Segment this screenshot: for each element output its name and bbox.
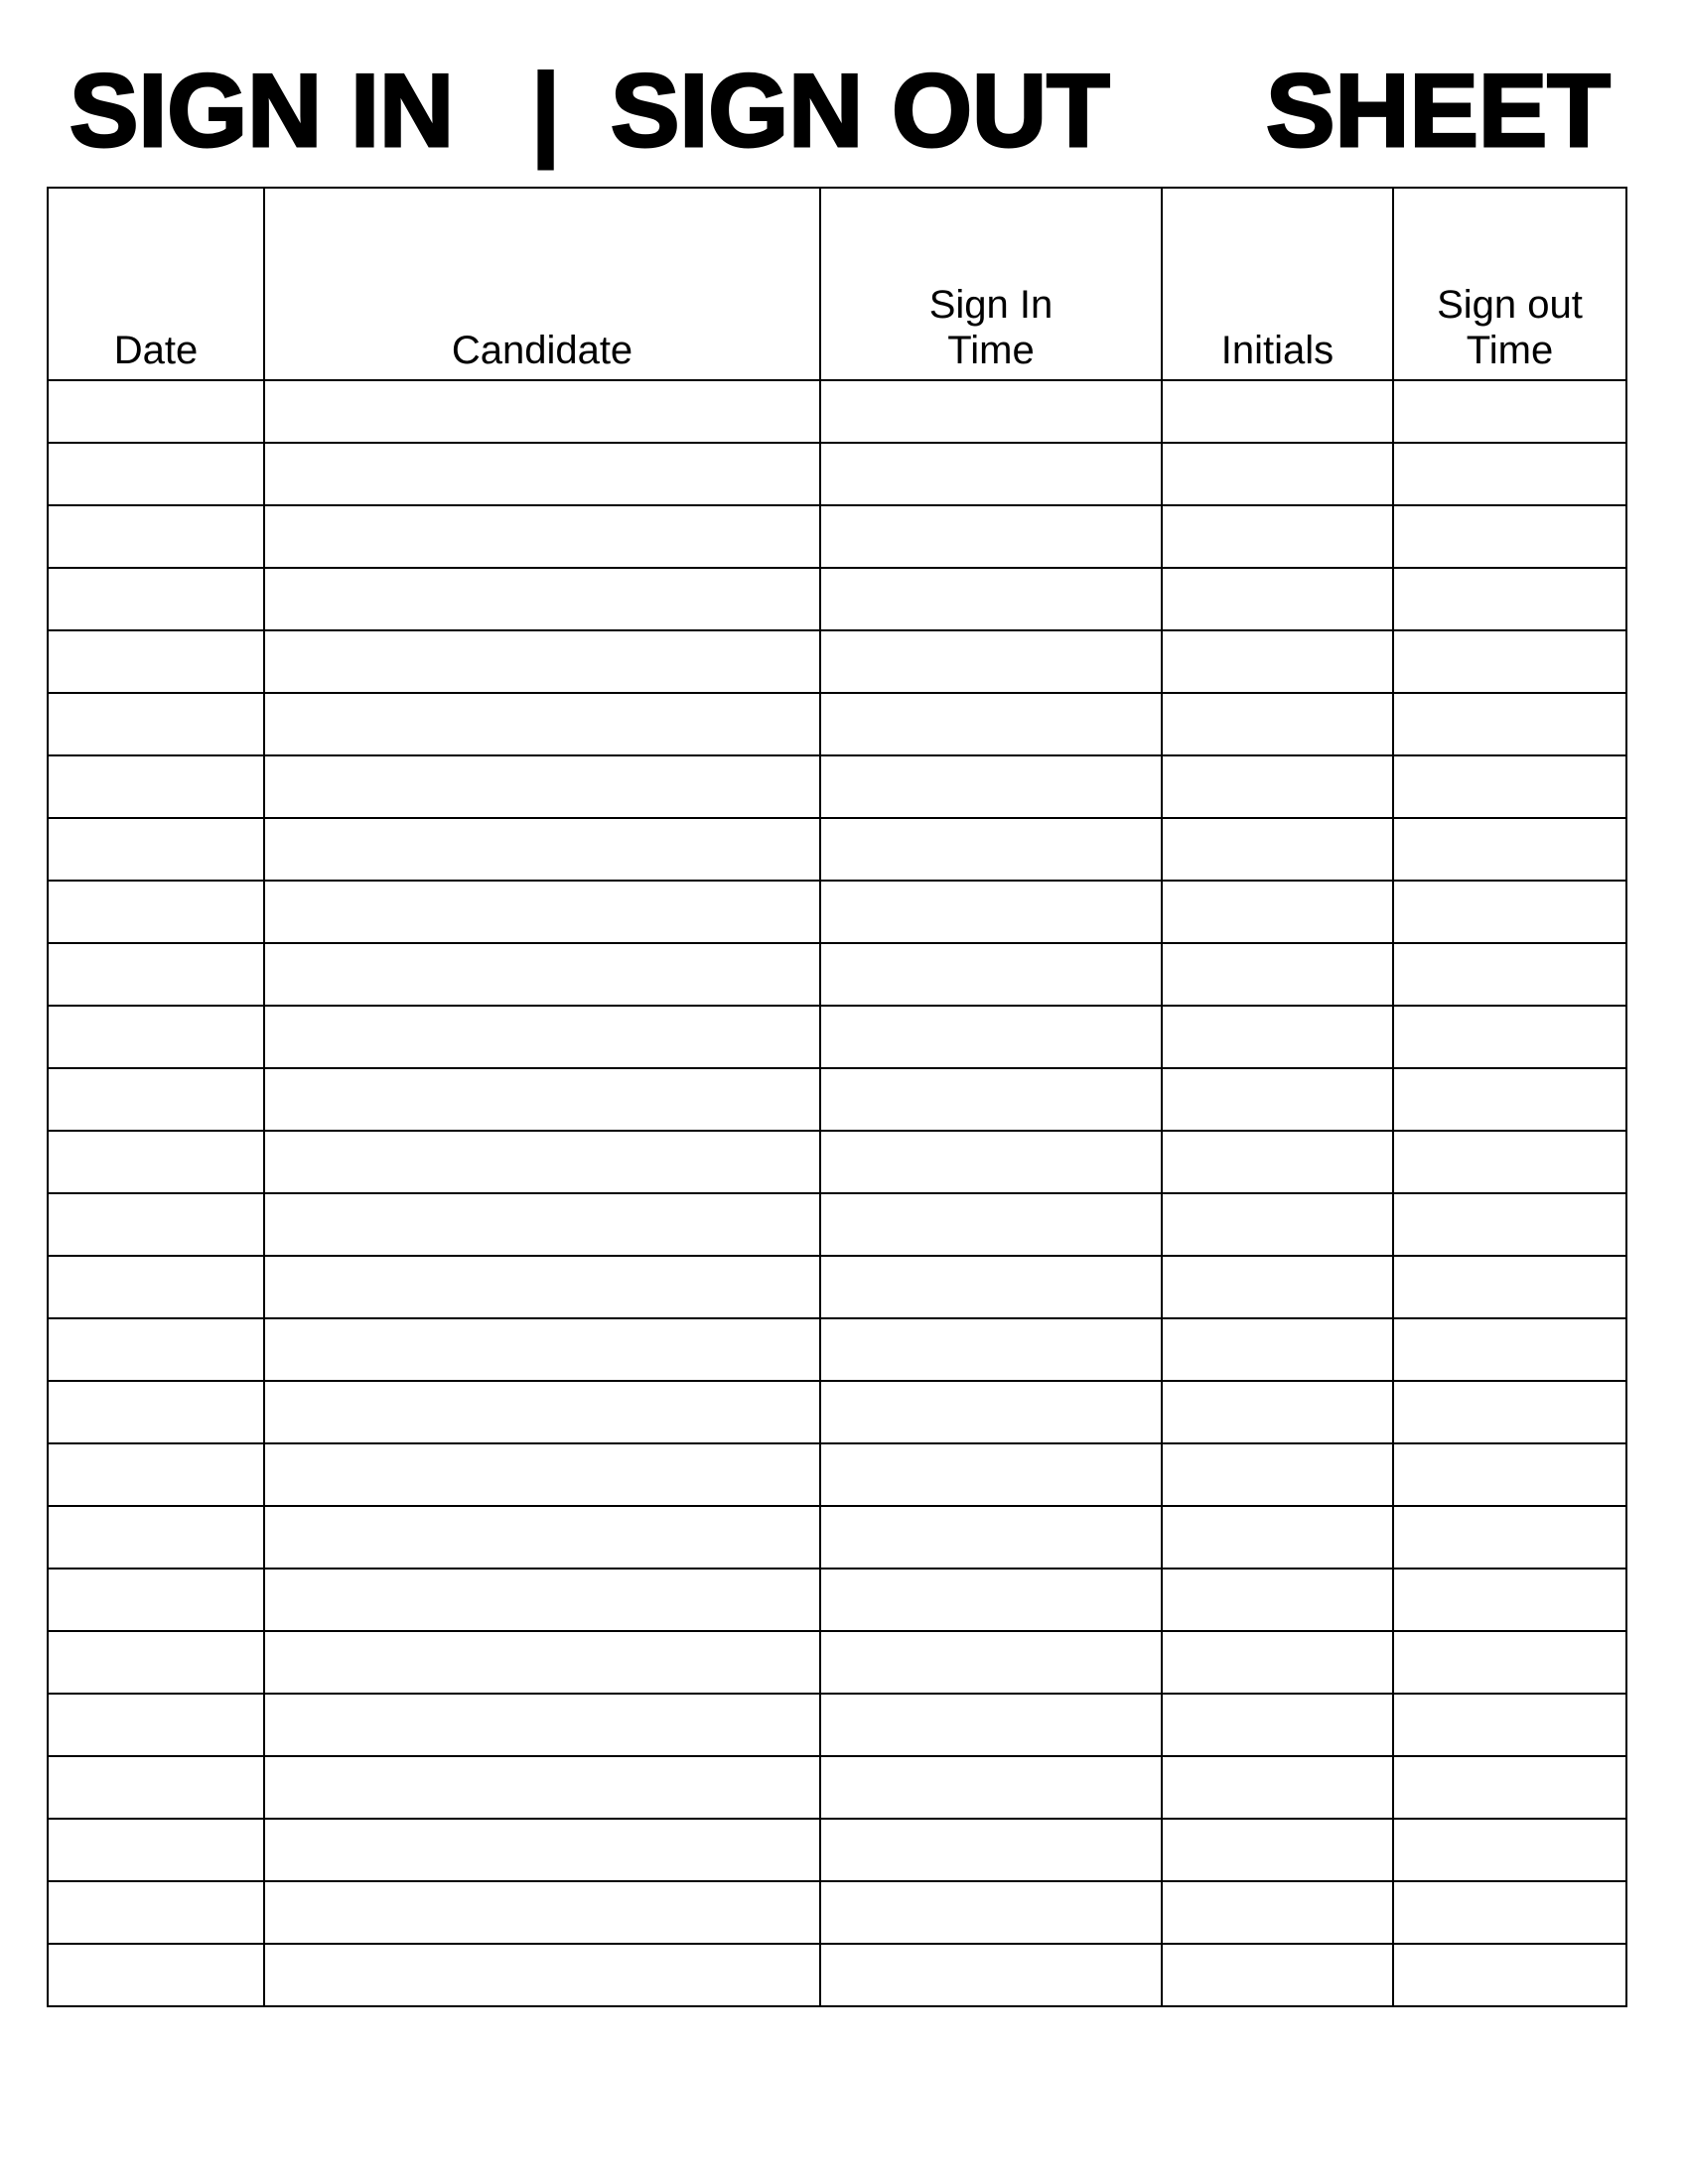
- sign-out-time-cell: [1393, 1756, 1626, 1819]
- table-row: [48, 630, 1626, 693]
- sign-in-time-cell: [820, 1193, 1162, 1256]
- candidate-cell: [264, 380, 820, 443]
- date-cell: [48, 1068, 264, 1131]
- date-cell: [48, 1506, 264, 1569]
- sign-in-time-cell: [820, 568, 1162, 630]
- sign-out-time-cell: [1393, 818, 1626, 881]
- date-cell: [48, 1631, 264, 1694]
- sign-in-time-cell: [820, 818, 1162, 881]
- candidate-cell: [264, 1068, 820, 1131]
- date-cell: [48, 1193, 264, 1256]
- sign-in-time-cell: [820, 1256, 1162, 1318]
- table-row: [48, 1068, 1626, 1131]
- initials-cell: [1162, 1506, 1393, 1569]
- initials-cell: [1162, 1443, 1393, 1506]
- candidate-cell: [264, 1443, 820, 1506]
- sign-out-time-cell: [1393, 943, 1626, 1006]
- sign-out-time-cell: [1393, 1944, 1626, 2006]
- candidate-cell: [264, 1193, 820, 1256]
- column-header-label: Sign out: [1437, 283, 1583, 327]
- initials-cell: [1162, 881, 1393, 943]
- table-row: [48, 1569, 1626, 1631]
- sign-in-time-cell: [820, 380, 1162, 443]
- candidate-cell: [264, 1694, 820, 1756]
- table-row: [48, 1381, 1626, 1443]
- sign-out-time-cell: [1393, 1631, 1626, 1694]
- sign-out-time-cell: [1393, 505, 1626, 568]
- initials-cell: [1162, 1569, 1393, 1631]
- sign-in-time-cell: [820, 1944, 1162, 2006]
- column-header-sign-in-time: [820, 188, 1162, 380]
- column-header-date: [48, 188, 264, 380]
- initials-cell: [1162, 1193, 1393, 1256]
- table-header-row: [48, 188, 1626, 380]
- initials-cell: [1162, 1006, 1393, 1068]
- sign-in-time-cell: [820, 443, 1162, 505]
- sign-out-time-cell: [1393, 1819, 1626, 1881]
- sign-in-time-cell: [820, 1631, 1162, 1694]
- sign-out-time-cell: [1393, 1256, 1626, 1318]
- sign-in-time-cell: [820, 630, 1162, 693]
- initials-cell: [1162, 505, 1393, 568]
- table-row: [48, 1193, 1626, 1256]
- candidate-cell: [264, 693, 820, 755]
- sign-out-time-cell: [1393, 1381, 1626, 1443]
- table-row: [48, 505, 1626, 568]
- date-cell: [48, 1006, 264, 1068]
- initials-cell: [1162, 1694, 1393, 1756]
- initials-cell: [1162, 630, 1393, 693]
- sign-in-time-cell: [820, 1569, 1162, 1631]
- table-row: [48, 1631, 1626, 1694]
- table-body: [48, 380, 1626, 2006]
- date-cell: [48, 1318, 264, 1381]
- initials-cell: [1162, 1131, 1393, 1193]
- table-row: [48, 881, 1626, 943]
- candidate-cell: [264, 1819, 820, 1881]
- sign-out-time-cell: [1393, 693, 1626, 755]
- sign-out-time-cell: [1393, 1068, 1626, 1131]
- date-cell: [48, 380, 264, 443]
- title-sheet: SHEET: [1266, 54, 1611, 169]
- candidate-cell: [264, 818, 820, 881]
- table-row: [48, 568, 1626, 630]
- sign-out-time-cell: [1393, 755, 1626, 818]
- column-header-candidate: [264, 188, 820, 380]
- table-row: [48, 943, 1626, 1006]
- column-header-label: Time: [1466, 329, 1554, 372]
- candidate-cell: [264, 1569, 820, 1631]
- date-cell: [48, 630, 264, 693]
- column-header-label: Initials: [1220, 329, 1335, 372]
- sign-in-time-cell: [820, 1006, 1162, 1068]
- sign-out-time-cell: [1393, 1694, 1626, 1756]
- sign-in-time-cell: [820, 505, 1162, 568]
- sign-out-time-cell: [1393, 443, 1626, 505]
- initials-cell: [1162, 1631, 1393, 1694]
- initials-cell: [1162, 1318, 1393, 1381]
- candidate-cell: [264, 1631, 820, 1694]
- title-separator: |: [531, 54, 561, 169]
- candidate-cell: [264, 630, 820, 693]
- date-cell: [48, 1381, 264, 1443]
- sign-in-time-cell: [820, 943, 1162, 1006]
- candidate-cell: [264, 1006, 820, 1068]
- candidate-cell: [264, 1381, 820, 1443]
- column-header-sign-out-time: [1393, 188, 1626, 380]
- initials-cell: [1162, 568, 1393, 630]
- initials-cell: [1162, 1381, 1393, 1443]
- candidate-cell: [264, 568, 820, 630]
- sign-out-time-cell: [1393, 568, 1626, 630]
- sign-in-time-cell: [820, 693, 1162, 755]
- date-cell: [48, 1569, 264, 1631]
- sign-in-time-cell: [820, 1506, 1162, 1569]
- sign-in-time-cell: [820, 1443, 1162, 1506]
- date-cell: [48, 1256, 264, 1318]
- sign-out-time-cell: [1393, 380, 1626, 443]
- initials-cell: [1162, 1881, 1393, 1944]
- initials-cell: [1162, 693, 1393, 755]
- table-row: [48, 1819, 1626, 1881]
- date-cell: [48, 1694, 264, 1756]
- table-row: [48, 1506, 1626, 1569]
- date-cell: [48, 755, 264, 818]
- table-row: [48, 1318, 1626, 1381]
- initials-cell: [1162, 1256, 1393, 1318]
- candidate-cell: [264, 443, 820, 505]
- sign-in-time-cell: [820, 1381, 1162, 1443]
- date-cell: [48, 1756, 264, 1819]
- sign-in-table: [47, 187, 1627, 2007]
- candidate-cell: [264, 755, 820, 818]
- table-row: [48, 1756, 1626, 1819]
- date-cell: [48, 443, 264, 505]
- sign-out-time-cell: [1393, 1006, 1626, 1068]
- initials-cell: [1162, 1068, 1393, 1131]
- date-cell: [48, 818, 264, 881]
- table-row: [48, 755, 1626, 818]
- sign-in-time-cell: [820, 1694, 1162, 1756]
- initials-cell: [1162, 380, 1393, 443]
- title-sign-in: SIGN IN: [70, 54, 455, 169]
- column-header-label: Sign In: [928, 283, 1054, 327]
- column-header-initials: [1162, 188, 1393, 380]
- table-row: [48, 1944, 1626, 2006]
- sign-in-time-cell: [820, 1881, 1162, 1944]
- initials-cell: [1162, 818, 1393, 881]
- table-row: [48, 1131, 1626, 1193]
- sign-in-time-cell: [820, 1131, 1162, 1193]
- title-sign-out: SIGN OUT: [611, 54, 1110, 169]
- candidate-cell: [264, 1756, 820, 1819]
- date-cell: [48, 1819, 264, 1881]
- date-cell: [48, 505, 264, 568]
- date-cell: [48, 693, 264, 755]
- sign-out-time-cell: [1393, 1443, 1626, 1506]
- sign-out-time-cell: [1393, 1131, 1626, 1193]
- table-row: [48, 1443, 1626, 1506]
- table-row: [48, 818, 1626, 881]
- sign-out-time-cell: [1393, 881, 1626, 943]
- date-cell: [48, 881, 264, 943]
- sign-out-time-cell: [1393, 1881, 1626, 1944]
- candidate-cell: [264, 1506, 820, 1569]
- date-cell: [48, 943, 264, 1006]
- sign-out-time-cell: [1393, 1506, 1626, 1569]
- table-row: [48, 1006, 1626, 1068]
- date-cell: [48, 1881, 264, 1944]
- table-row: [48, 1256, 1626, 1318]
- sign-in-time-cell: [820, 881, 1162, 943]
- table-row: [48, 1694, 1626, 1756]
- initials-cell: [1162, 943, 1393, 1006]
- sign-in-time-cell: [820, 1318, 1162, 1381]
- table-row: [48, 1881, 1626, 1944]
- column-header-label: Date: [113, 329, 199, 372]
- page-title: [70, 52, 1618, 171]
- column-header-label: Candidate: [451, 329, 633, 372]
- initials-cell: [1162, 1819, 1393, 1881]
- sign-out-time-cell: [1393, 1569, 1626, 1631]
- initials-cell: [1162, 1756, 1393, 1819]
- candidate-cell: [264, 1318, 820, 1381]
- sign-out-time-cell: [1393, 630, 1626, 693]
- candidate-cell: [264, 1256, 820, 1318]
- column-header-label: Time: [947, 329, 1035, 372]
- table-row: [48, 443, 1626, 505]
- sign-in-time-cell: [820, 1756, 1162, 1819]
- initials-cell: [1162, 443, 1393, 505]
- sign-out-time-cell: [1393, 1318, 1626, 1381]
- sign-out-time-cell: [1393, 1193, 1626, 1256]
- sign-in-time-cell: [820, 755, 1162, 818]
- date-cell: [48, 1443, 264, 1506]
- candidate-cell: [264, 943, 820, 1006]
- table-row: [48, 380, 1626, 443]
- sign-in-time-cell: [820, 1819, 1162, 1881]
- candidate-cell: [264, 505, 820, 568]
- table-row: [48, 693, 1626, 755]
- sign-in-time-cell: [820, 1068, 1162, 1131]
- date-cell: [48, 568, 264, 630]
- candidate-cell: [264, 1944, 820, 2006]
- date-cell: [48, 1944, 264, 2006]
- initials-cell: [1162, 755, 1393, 818]
- date-cell: [48, 1131, 264, 1193]
- initials-cell: [1162, 1944, 1393, 2006]
- candidate-cell: [264, 881, 820, 943]
- candidate-cell: [264, 1131, 820, 1193]
- candidate-cell: [264, 1881, 820, 1944]
